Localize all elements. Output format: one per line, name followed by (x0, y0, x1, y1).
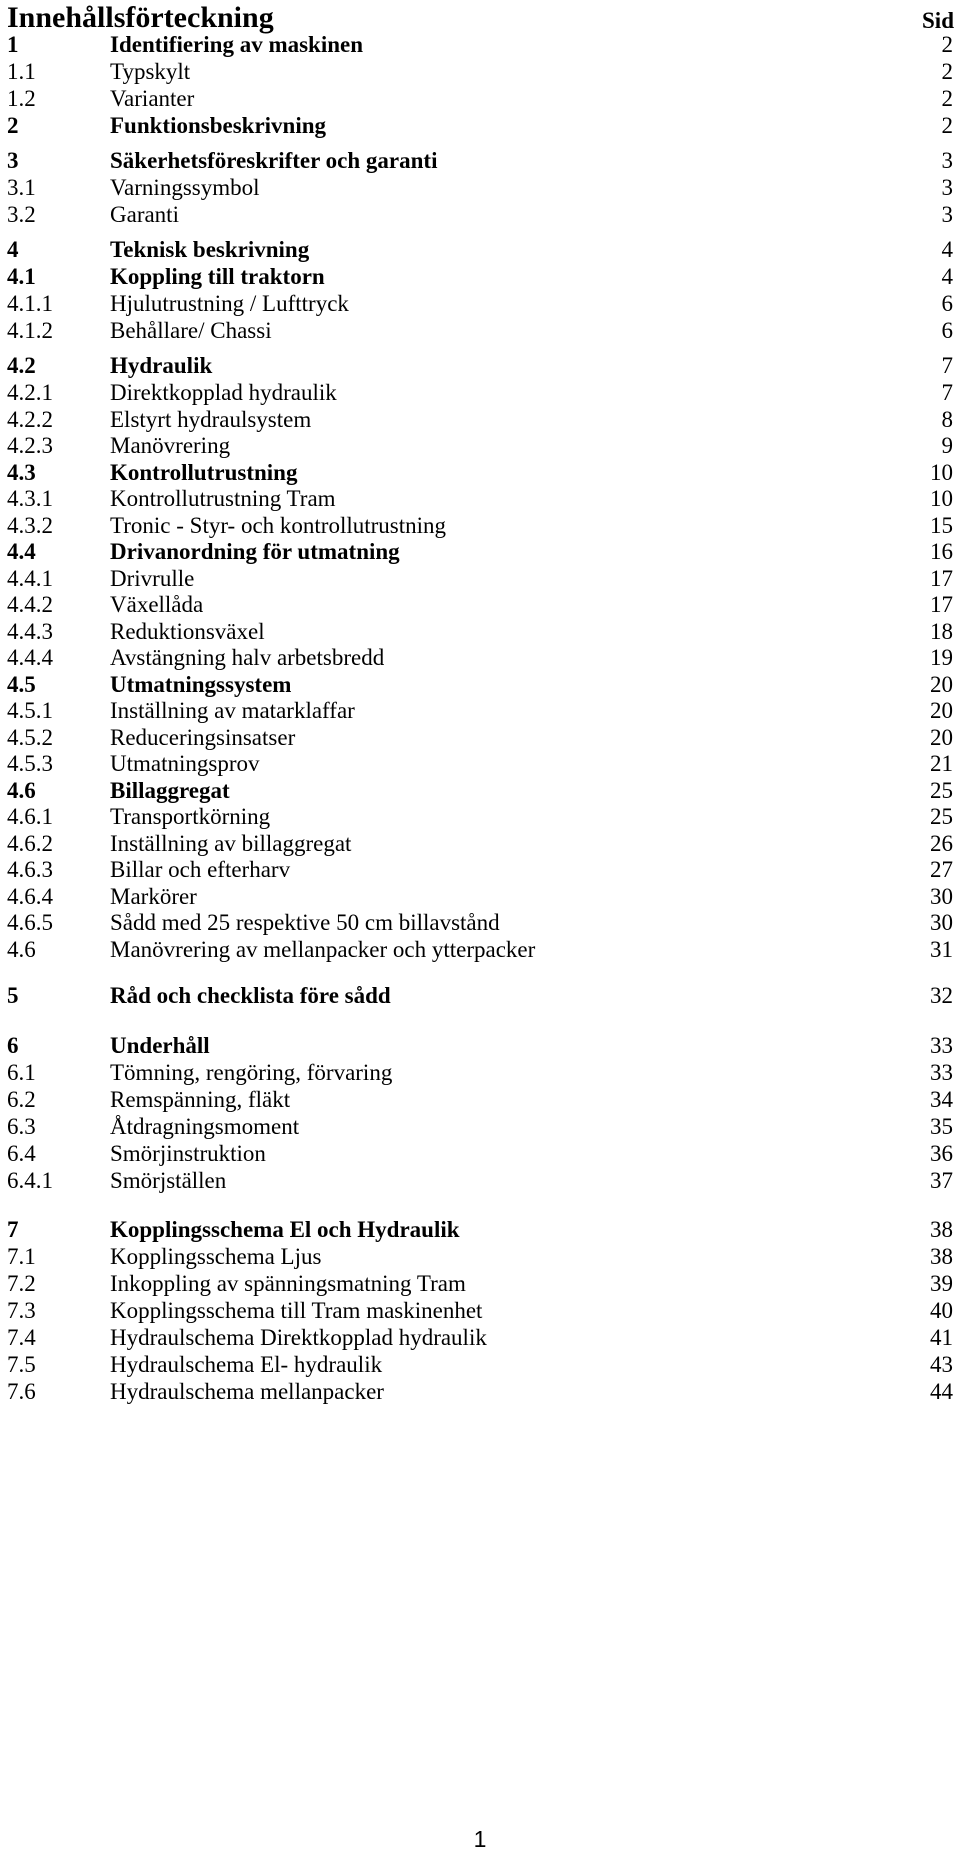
toc-entry-title: Hydraulschema Direktkopplad hydraulik (110, 1325, 487, 1350)
toc-entry-page: 33 (930, 1060, 953, 1085)
toc-entry (0, 57, 960, 87)
toc-entry-number: 3 (7, 148, 19, 173)
toc-entry-title: Remspänning, fläkt (110, 1087, 291, 1112)
toc-entry-title: Tömning, rengöring, förvaring (110, 1060, 393, 1085)
toc-entry-title: Kontrollutrustning (110, 460, 298, 485)
toc-entry-title: Kopplingsschema Ljus (110, 1244, 322, 1269)
toc-entry (0, 378, 960, 408)
toc-entry-page: 21 (930, 751, 953, 776)
toc-entry (0, 316, 960, 346)
toc-entry-number: 4.2.3 (7, 433, 53, 458)
toc-entry-title: Tronic - Styr- och kontrollutrustning (110, 513, 447, 538)
toc-entry-number: 5 (7, 983, 19, 1008)
toc-entry (0, 351, 960, 381)
toc-entry (0, 30, 960, 60)
toc-entry (0, 537, 960, 567)
toc-entry-number: 7.1 (7, 1244, 36, 1269)
toc-entry-page: 25 (930, 804, 953, 829)
toc-entry-title: Underhåll (110, 1033, 210, 1058)
toc-entry-page: 35 (930, 1114, 953, 1139)
toc-entry-page: 37 (930, 1168, 953, 1193)
toc-entry-number: 4.5.3 (7, 751, 53, 776)
toc-entry-number: 4.2.2 (7, 407, 53, 432)
toc-entry (0, 749, 960, 779)
toc-entry-number: 4.1 (7, 264, 36, 289)
toc-entry-page: 7 (941, 380, 953, 405)
toc-entry-number: 3.1 (7, 175, 36, 200)
toc-entry (0, 1166, 960, 1196)
toc-entry-page: 26 (930, 831, 953, 856)
toc-entry (0, 1112, 960, 1142)
toc-entry-page: 6 (941, 318, 953, 343)
toc-entry-number: 6.2 (7, 1087, 36, 1112)
toc-entry (0, 855, 960, 885)
toc-entry-number: 6.4 (7, 1141, 36, 1166)
toc-entry-page: 2 (941, 59, 953, 84)
toc-entry (0, 908, 960, 938)
toc-entry-page: 38 (930, 1217, 953, 1242)
toc-entry-number: 4.3 (7, 460, 36, 485)
toc-entry-page: 36 (930, 1141, 953, 1166)
toc-entry-page: 40 (930, 1298, 953, 1323)
toc-entry-title: Koppling till traktorn (110, 264, 325, 289)
toc-entry-title: Hjulutrustning / Lufttryck (110, 291, 349, 316)
toc-entry (0, 1350, 960, 1380)
toc-entry (0, 935, 960, 965)
toc-entry-page: 4 (941, 264, 953, 289)
toc-entry-page: 19 (930, 645, 953, 670)
toc-entry-number: 4.6 (7, 778, 36, 803)
toc-entry-title: Typskylt (110, 59, 191, 84)
toc-entry (0, 981, 960, 1011)
toc-entry-page: 20 (930, 725, 953, 750)
toc-entry-title: Drivanordning för utmatning (110, 539, 400, 564)
toc-entry-number: 1 (7, 32, 19, 57)
toc-entry-title: Varianter (110, 86, 195, 111)
toc-entry-page: 30 (930, 910, 953, 935)
toc-entry-title: Funktionsbeskrivning (110, 113, 327, 138)
toc-entry (0, 484, 960, 514)
toc-entry-page: 9 (941, 433, 953, 458)
toc-entry-title: Hydraulschema mellanpacker (110, 1379, 384, 1404)
toc-entry-title: Kontrollutrustning Tram (110, 486, 336, 511)
toc-entry-page: 15 (930, 513, 953, 538)
page-number: 1 (473, 1826, 487, 1852)
toc-entry-page: 3 (941, 175, 953, 200)
toc-entry-number: 4.4.3 (7, 619, 53, 644)
toc-entry-page: 41 (930, 1325, 953, 1350)
toc-entry-number: 4.4.1 (7, 566, 53, 591)
toc-entry-number: 4.2 (7, 353, 36, 378)
toc-entry-number: 6.4.1 (7, 1168, 53, 1193)
toc-entry-page: 10 (930, 486, 953, 511)
toc-entry-number: 4.4.2 (7, 592, 53, 617)
toc-entry (0, 1269, 960, 1299)
toc-entry-title: Transportkörning (110, 804, 271, 829)
toc-entry-title: Kopplingsschema till Tram maskinenhet (110, 1298, 483, 1323)
toc-entry-number: 4.2.1 (7, 380, 53, 405)
toc-entry-page: 16 (930, 539, 953, 564)
toc-entry-title: Hydraulik (110, 353, 213, 378)
toc-entry (0, 1139, 960, 1169)
toc-entry-page: 33 (930, 1033, 953, 1058)
toc-entry-page: 30 (930, 884, 953, 909)
toc-entry-number: 6.3 (7, 1114, 36, 1139)
toc-entry (0, 262, 960, 292)
toc-entry-number: 2 (7, 113, 19, 138)
toc-entry-number: 4.4.4 (7, 645, 53, 670)
toc-entry-number: 4.5 (7, 672, 36, 697)
toc-entry-number: 7.2 (7, 1271, 36, 1296)
toc-entry (0, 289, 960, 319)
toc-entry-title: Identifiering av maskinen (110, 32, 364, 57)
toc-entry-number: 6.1 (7, 1060, 36, 1085)
toc-entry-number: 4.1.2 (7, 318, 53, 343)
toc-entry-number: 7.3 (7, 1298, 36, 1323)
toc-entry-title: Kopplingsschema El och Hydraulik (110, 1217, 460, 1242)
toc-entry-number: 4.3.1 (7, 486, 53, 511)
toc-entry (0, 802, 960, 832)
toc-entry (0, 1242, 960, 1272)
toc-entry-title: Åtdragningsmoment (110, 1114, 300, 1139)
toc-entry-title: Billaggregat (110, 778, 230, 803)
toc-entry-page: 17 (930, 566, 953, 591)
toc-entry-number: 6 (7, 1033, 19, 1058)
toc-entry-number: 7.5 (7, 1352, 36, 1377)
toc-entry (0, 590, 960, 620)
toc-entry-number: 4.5.1 (7, 698, 53, 723)
toc-entry-page: 20 (930, 698, 953, 723)
toc-entry-title: Inställning av matarklaffar (110, 698, 355, 723)
toc-entry-page: 2 (941, 113, 953, 138)
toc-entry-title: Teknisk beskrivning (110, 237, 310, 262)
toc-entry-title: Varningssymbol (110, 175, 260, 200)
toc-entry-page: 20 (930, 672, 953, 697)
toc-entry (0, 111, 960, 141)
toc-entry-page: 3 (941, 148, 953, 173)
toc-entry-page: 4 (941, 237, 953, 262)
toc-entry (0, 1377, 960, 1407)
toc-entry-page: 43 (930, 1352, 953, 1377)
toc-entry-page: 7 (941, 353, 953, 378)
toc-entry-number: 4.1.1 (7, 291, 53, 316)
page-column-label: Sid (922, 8, 954, 33)
toc-entry-title: Garanti (110, 202, 179, 227)
toc-entry (0, 1323, 960, 1353)
toc-entry-number: 1.2 (7, 86, 36, 111)
toc-entry (0, 84, 960, 114)
toc-entry-title: Växellåda (110, 592, 204, 617)
toc-entry-title: Billar och efterharv (110, 857, 291, 882)
toc-entry (0, 431, 960, 461)
toc-entry-number: 7 (7, 1217, 19, 1242)
toc-entry-title: Avstängning halv arbetsbredd (110, 645, 385, 670)
toc-entry (0, 643, 960, 673)
toc-entry-title: Hydraulschema El- hydraulik (110, 1352, 383, 1377)
toc-entry-page: 31 (930, 937, 953, 962)
toc-entry-page: 32 (930, 983, 953, 1008)
toc-entry-number: 4.6.3 (7, 857, 53, 882)
toc-entry (0, 146, 960, 176)
toc-entry-page: 8 (941, 407, 953, 432)
toc-entry-page: 6 (941, 291, 953, 316)
toc-entry-title: Markörer (110, 884, 197, 909)
toc-entry-number: 3.2 (7, 202, 36, 227)
toc-entry-page: 18 (930, 619, 953, 644)
toc-entry-number: 4 (7, 237, 19, 262)
toc-entry-number: 4.6.1 (7, 804, 53, 829)
toc-entry-number: 4.6.5 (7, 910, 53, 935)
toc-entry-number: 4.3.2 (7, 513, 53, 538)
toc-entry-title: Inställning av billaggregat (110, 831, 352, 856)
toc-entry-page: 17 (930, 592, 953, 617)
toc-entry (0, 1085, 960, 1115)
toc-entry-title: Utmatningssystem (110, 672, 292, 697)
toc-entry-page: 38 (930, 1244, 953, 1269)
toc-entry-page: 25 (930, 778, 953, 803)
toc-entry-page: 3 (941, 202, 953, 227)
toc-entry (0, 173, 960, 203)
toc-entry (0, 1215, 960, 1245)
toc-entry-title: Behållare/ Chassi (110, 318, 272, 343)
toc-entry-title: Manövrering av mellanpacker och ytterpacker (110, 937, 536, 962)
toc-entry-title: Drivrulle (110, 566, 195, 591)
toc-entry-number: 4.6.2 (7, 831, 53, 856)
toc-entry-page: 10 (930, 460, 953, 485)
toc-entry (0, 235, 960, 265)
toc-entry-title: Utmatningsprov (110, 751, 260, 776)
toc-entry-page: 44 (930, 1379, 953, 1404)
toc-entry (0, 696, 960, 726)
toc-entry-title: Manövrering (110, 433, 231, 458)
toc-entry-title: Råd och checklista före sådd (110, 983, 391, 1008)
toc-entry-title: Sådd med 25 respektive 50 cm billavstånd (110, 910, 500, 935)
toc-entry-page: 2 (941, 32, 953, 57)
toc-entry-number: 4.6.4 (7, 884, 53, 909)
toc-entry-title: Säkerhetsföreskrifter och garanti (110, 148, 438, 173)
toc-entry-title: Inkoppling av spänningsmatning Tram (110, 1271, 466, 1296)
toc-entry (0, 1058, 960, 1088)
toc-entry-page: 2 (941, 86, 953, 111)
toc-entry-title: Reduceringsinsatser (110, 725, 296, 750)
toc-entry-number: 4.5.2 (7, 725, 53, 750)
toc-entry (0, 1031, 960, 1061)
toc-entry (0, 200, 960, 230)
toc-entry-number: 7.4 (7, 1325, 36, 1350)
toc-entry-title: Smörjställen (110, 1168, 227, 1193)
toc-entry-page: 39 (930, 1271, 953, 1296)
toc-entry-title: Smörjinstruktion (110, 1141, 266, 1166)
toc-entry-number: 1.1 (7, 59, 36, 84)
toc-entry-title: Direktkopplad hydraulik (110, 380, 337, 405)
toc-entry-page: 27 (930, 857, 953, 882)
toc-entry-number: 4.6 (7, 937, 36, 962)
page-title: Innehållsförteckning (7, 1, 274, 34)
toc-entry (0, 1296, 960, 1326)
toc-entry-page: 34 (930, 1087, 953, 1112)
toc-entry-number: 7.6 (7, 1379, 36, 1404)
toc-entry-number: 4.4 (7, 539, 36, 564)
toc-entry-title: Reduktionsväxel (110, 619, 265, 644)
toc-entry-title: Elstyrt hydraulsystem (110, 407, 312, 432)
